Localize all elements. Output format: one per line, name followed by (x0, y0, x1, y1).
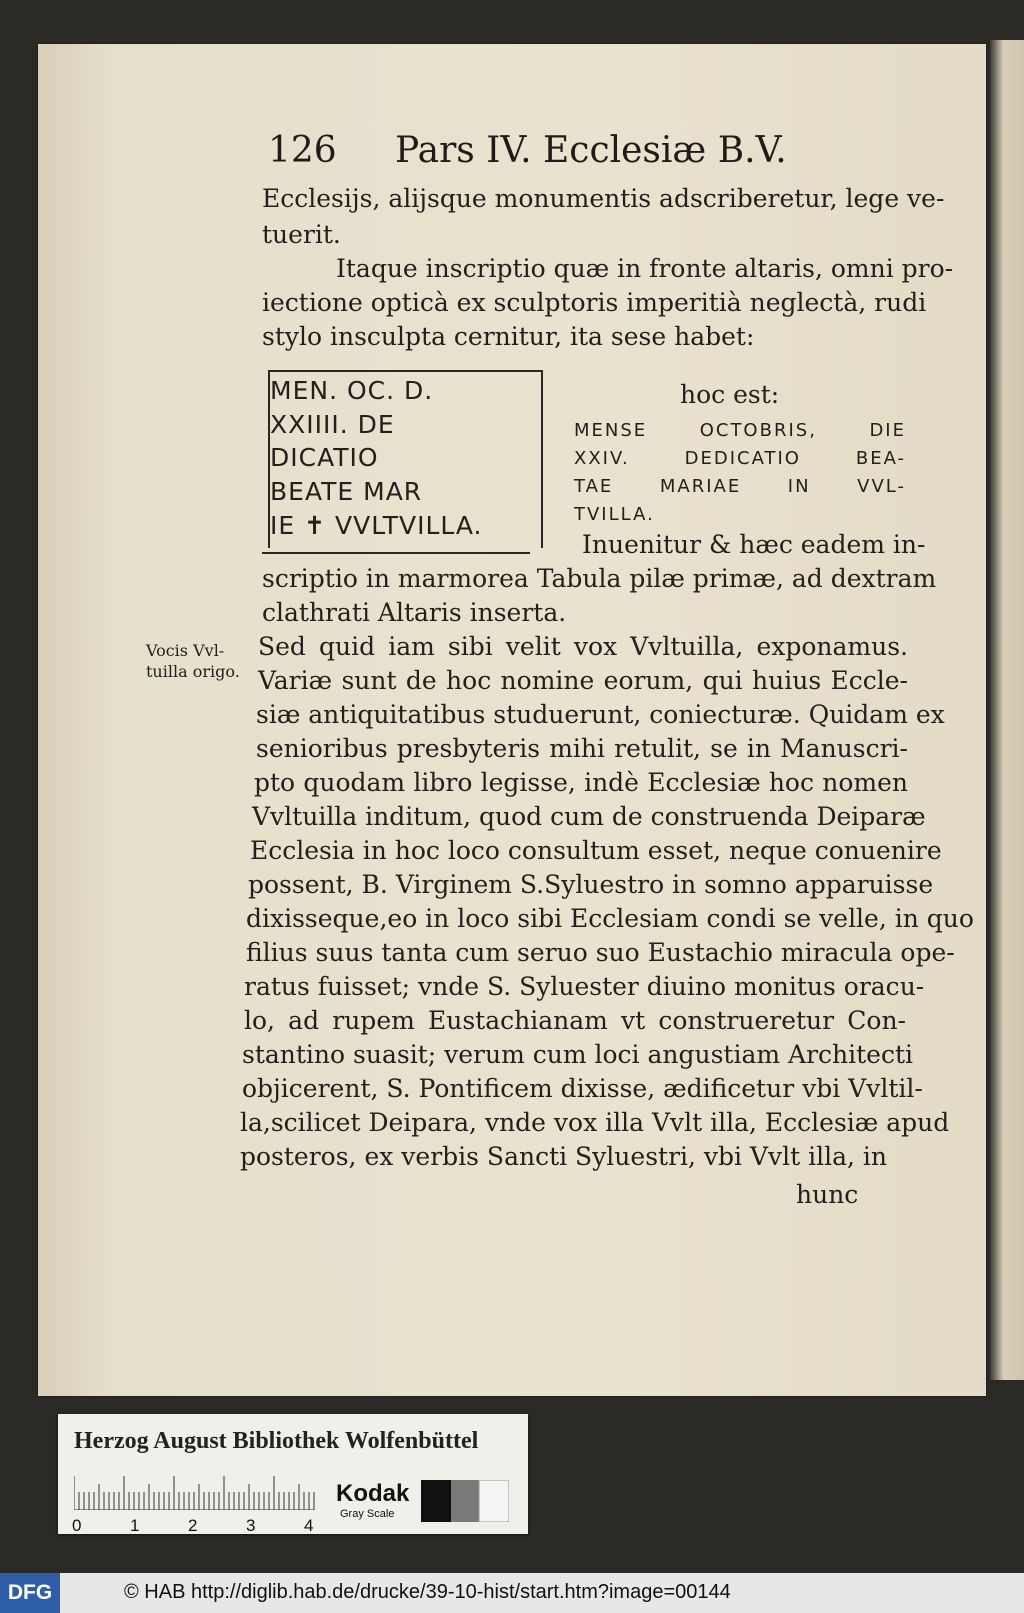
text-line: tuerit. (262, 220, 341, 249)
gray-scale-caption: Gray Scale (340, 1508, 395, 1520)
text-line: stylo insculpta cernitur, ita sese habet: (262, 322, 755, 351)
translation-line: TVILLA. (574, 504, 655, 525)
marginal-note: Vocis Vvl- (146, 641, 225, 660)
book-spine (990, 40, 1024, 1380)
source-credit: © HAB http://diglib.hab.de/drucke/39-10-hist/start.htm?image=00144 (124, 1581, 731, 1603)
text-line: lo, ad rupem Eustachianam vt construeretur Con- (244, 1006, 906, 1035)
inscription-line: BEATE MAR (270, 477, 423, 506)
translation-line: TAE MARIAE IN VVL- (574, 476, 906, 497)
text-line: Variæ sunt de hoc nomine eorum, qui huius Eccle- (258, 666, 908, 695)
marginal-note: tuilla origo. (146, 662, 240, 681)
text-line: Ecclesia in hoc loco consultum esset, neque conuenire (250, 836, 942, 865)
ruler-number: 3 (246, 1516, 256, 1535)
kodak-logo: Kodak (336, 1480, 410, 1507)
inscription-line: XXIIII. DE (270, 410, 395, 439)
text-line: Inuenitur & hæc eadem in- (582, 530, 926, 559)
text-line: objicerent, S. Pontificem dixisse, ædificetur vbi Vvltil- (242, 1074, 923, 1103)
text-line: ratus fuisset; vnde S. Syluester diuino monitus oracu- (244, 972, 925, 1001)
text-line: pto quodam libro legisse, indè Ecclesiæ hoc nomen (254, 768, 908, 797)
library-name: Herzog August Bibliothek Wolfenbüttel (74, 1428, 479, 1454)
ruler-number: 0 (72, 1516, 82, 1535)
ruler-scale (74, 1476, 374, 1510)
gray-swatches (421, 1480, 509, 1522)
inscription-line: IE ✝ VVLTVILLA. (270, 511, 483, 540)
text-line: stantino suasit; verum cum loci angustiam Architecti (242, 1040, 913, 1069)
translation-line: MENSE OCTOBRIS, DIE (574, 420, 906, 441)
text-line: dixisseque,eo in loco sibi Ecclesiam condi se velle, in quo (246, 904, 974, 933)
dfg-logo: DFG (0, 1573, 60, 1613)
text-line: filius suus tanta cum seruo suo Eustachio miracula ope- (246, 938, 955, 967)
ruler-number: 4 (304, 1516, 314, 1535)
inscription-line: DICATIO (270, 443, 379, 472)
text-line: iectione opticà ex sculptoris imperitià neglectà, rudi (262, 288, 927, 317)
catchword: hunc (796, 1180, 859, 1209)
translation-line: XXIV. DEDICATIO BEA- (574, 448, 906, 469)
inscription-line: MEN. OC. D. (270, 376, 434, 405)
page-number: 126 (268, 130, 337, 171)
text-line: Itaque inscriptio quæ in fronte altaris, omni pro- (336, 254, 954, 283)
text-line: Sed quid iam sibi velit vox Vvltuilla, exponamus. (258, 632, 908, 661)
text-line: Ecclesijs, alijsque monumentis adscriberetur, lege ve- (262, 184, 945, 213)
ruler-number: 1 (130, 1516, 140, 1535)
running-title: Pars IV. Ecclesiæ B.V. (395, 130, 787, 171)
ruler-number: 2 (188, 1516, 198, 1535)
text-line: senioribus presbyteris mihi retulit, se in Manuscri- (256, 734, 908, 763)
inscription-rule (262, 552, 530, 554)
viewer-footer (0, 1573, 1024, 1613)
text-line: scriptio in marmorea Tabula pilæ primæ, ad dextram (262, 564, 937, 593)
text-line: clathrati Altaris inserta. (262, 598, 567, 627)
hoc-est-label: hoc est: (680, 380, 780, 409)
text-line: Vvltuilla inditum, quod cum de construenda Deiparæ (252, 802, 926, 831)
text-line: posteros, ex verbis Sancti Syluestri, vbi Vvlt illa, in (240, 1142, 888, 1171)
text-line: possent, B. Virginem S.Syluestro in somno apparuisse (248, 870, 934, 899)
text-line: siæ antiquitatibus studuerunt, coniecturæ. Quidam ex (256, 700, 945, 729)
library-scale-card (58, 1414, 528, 1534)
text-line: la,scilicet Deipara, vnde vox illa Vvlt illa, Ecclesiæ apud (240, 1108, 950, 1137)
